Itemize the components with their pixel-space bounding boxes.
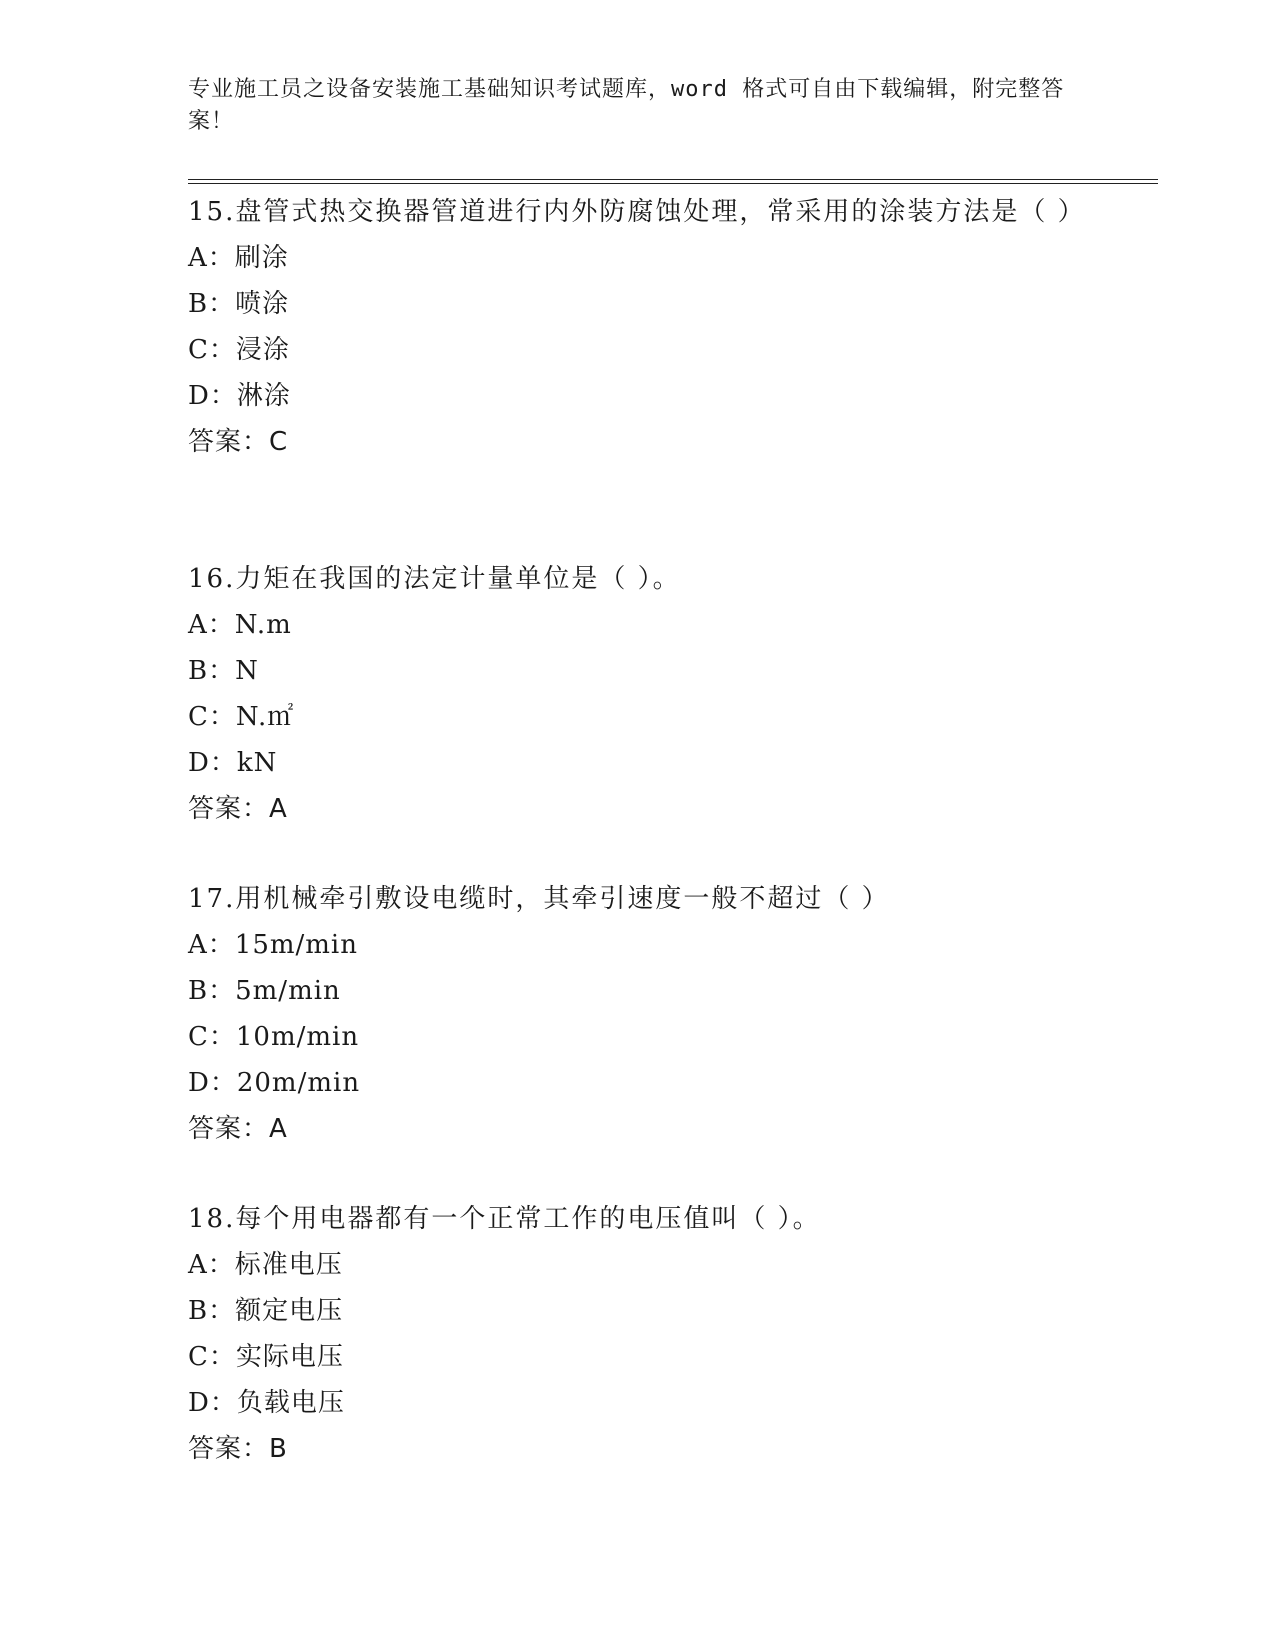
option-b: B：额定电压 [188,1296,344,1326]
question-title: 15.盘管式热交换器管道进行内外防腐蚀处理，常采用的涂装方法是（ ） [188,197,1086,227]
option-b: B：N [188,656,259,686]
header-divider-top [188,179,1158,180]
question-18 [188,1196,1088,1472]
question-17 [188,876,1088,1152]
header-divider-bottom [188,183,1158,184]
question-16 [188,556,1088,832]
answer-line: 答案：A [188,794,288,824]
option-b: B：喷涂 [188,289,290,319]
option-c: C：N.㎡ [188,702,295,732]
question-title: 18.每个用电器都有一个正常工作的电压值叫（ ）。 [188,1204,821,1234]
option-d: D：淋涂 [188,381,291,411]
answer-line: 答案：A [188,1114,288,1144]
option-c: C：10m/min [188,1022,360,1052]
option-c: C：实际电压 [188,1342,344,1372]
answer-line: 答案：B [188,1434,288,1464]
document-header: 专业施工员之设备安装施工基础知识考试题库，word 格式可自由下载编辑，附完整答案！ [188,77,1065,134]
option-c: C：浸涂 [188,335,290,365]
option-b: B：5m/min [188,976,341,1006]
option-d: D：20m/min [188,1068,361,1098]
question-15 [188,189,1088,465]
question-title: 17.用机械牵引敷设电缆时，其牵引速度一般不超过（ ） [188,884,890,914]
option-a: A：N.m [188,610,292,640]
option-d: D：kN [188,748,278,778]
option-a: A：15m/min [188,930,358,960]
answer-line: 答案：C [188,427,289,457]
question-title: 16.力矩在我国的法定计量单位是（ ）。 [188,564,681,594]
option-a: A：刷涂 [188,243,289,273]
option-a: A：标准电压 [188,1250,343,1280]
option-d: D：负载电压 [188,1388,345,1418]
